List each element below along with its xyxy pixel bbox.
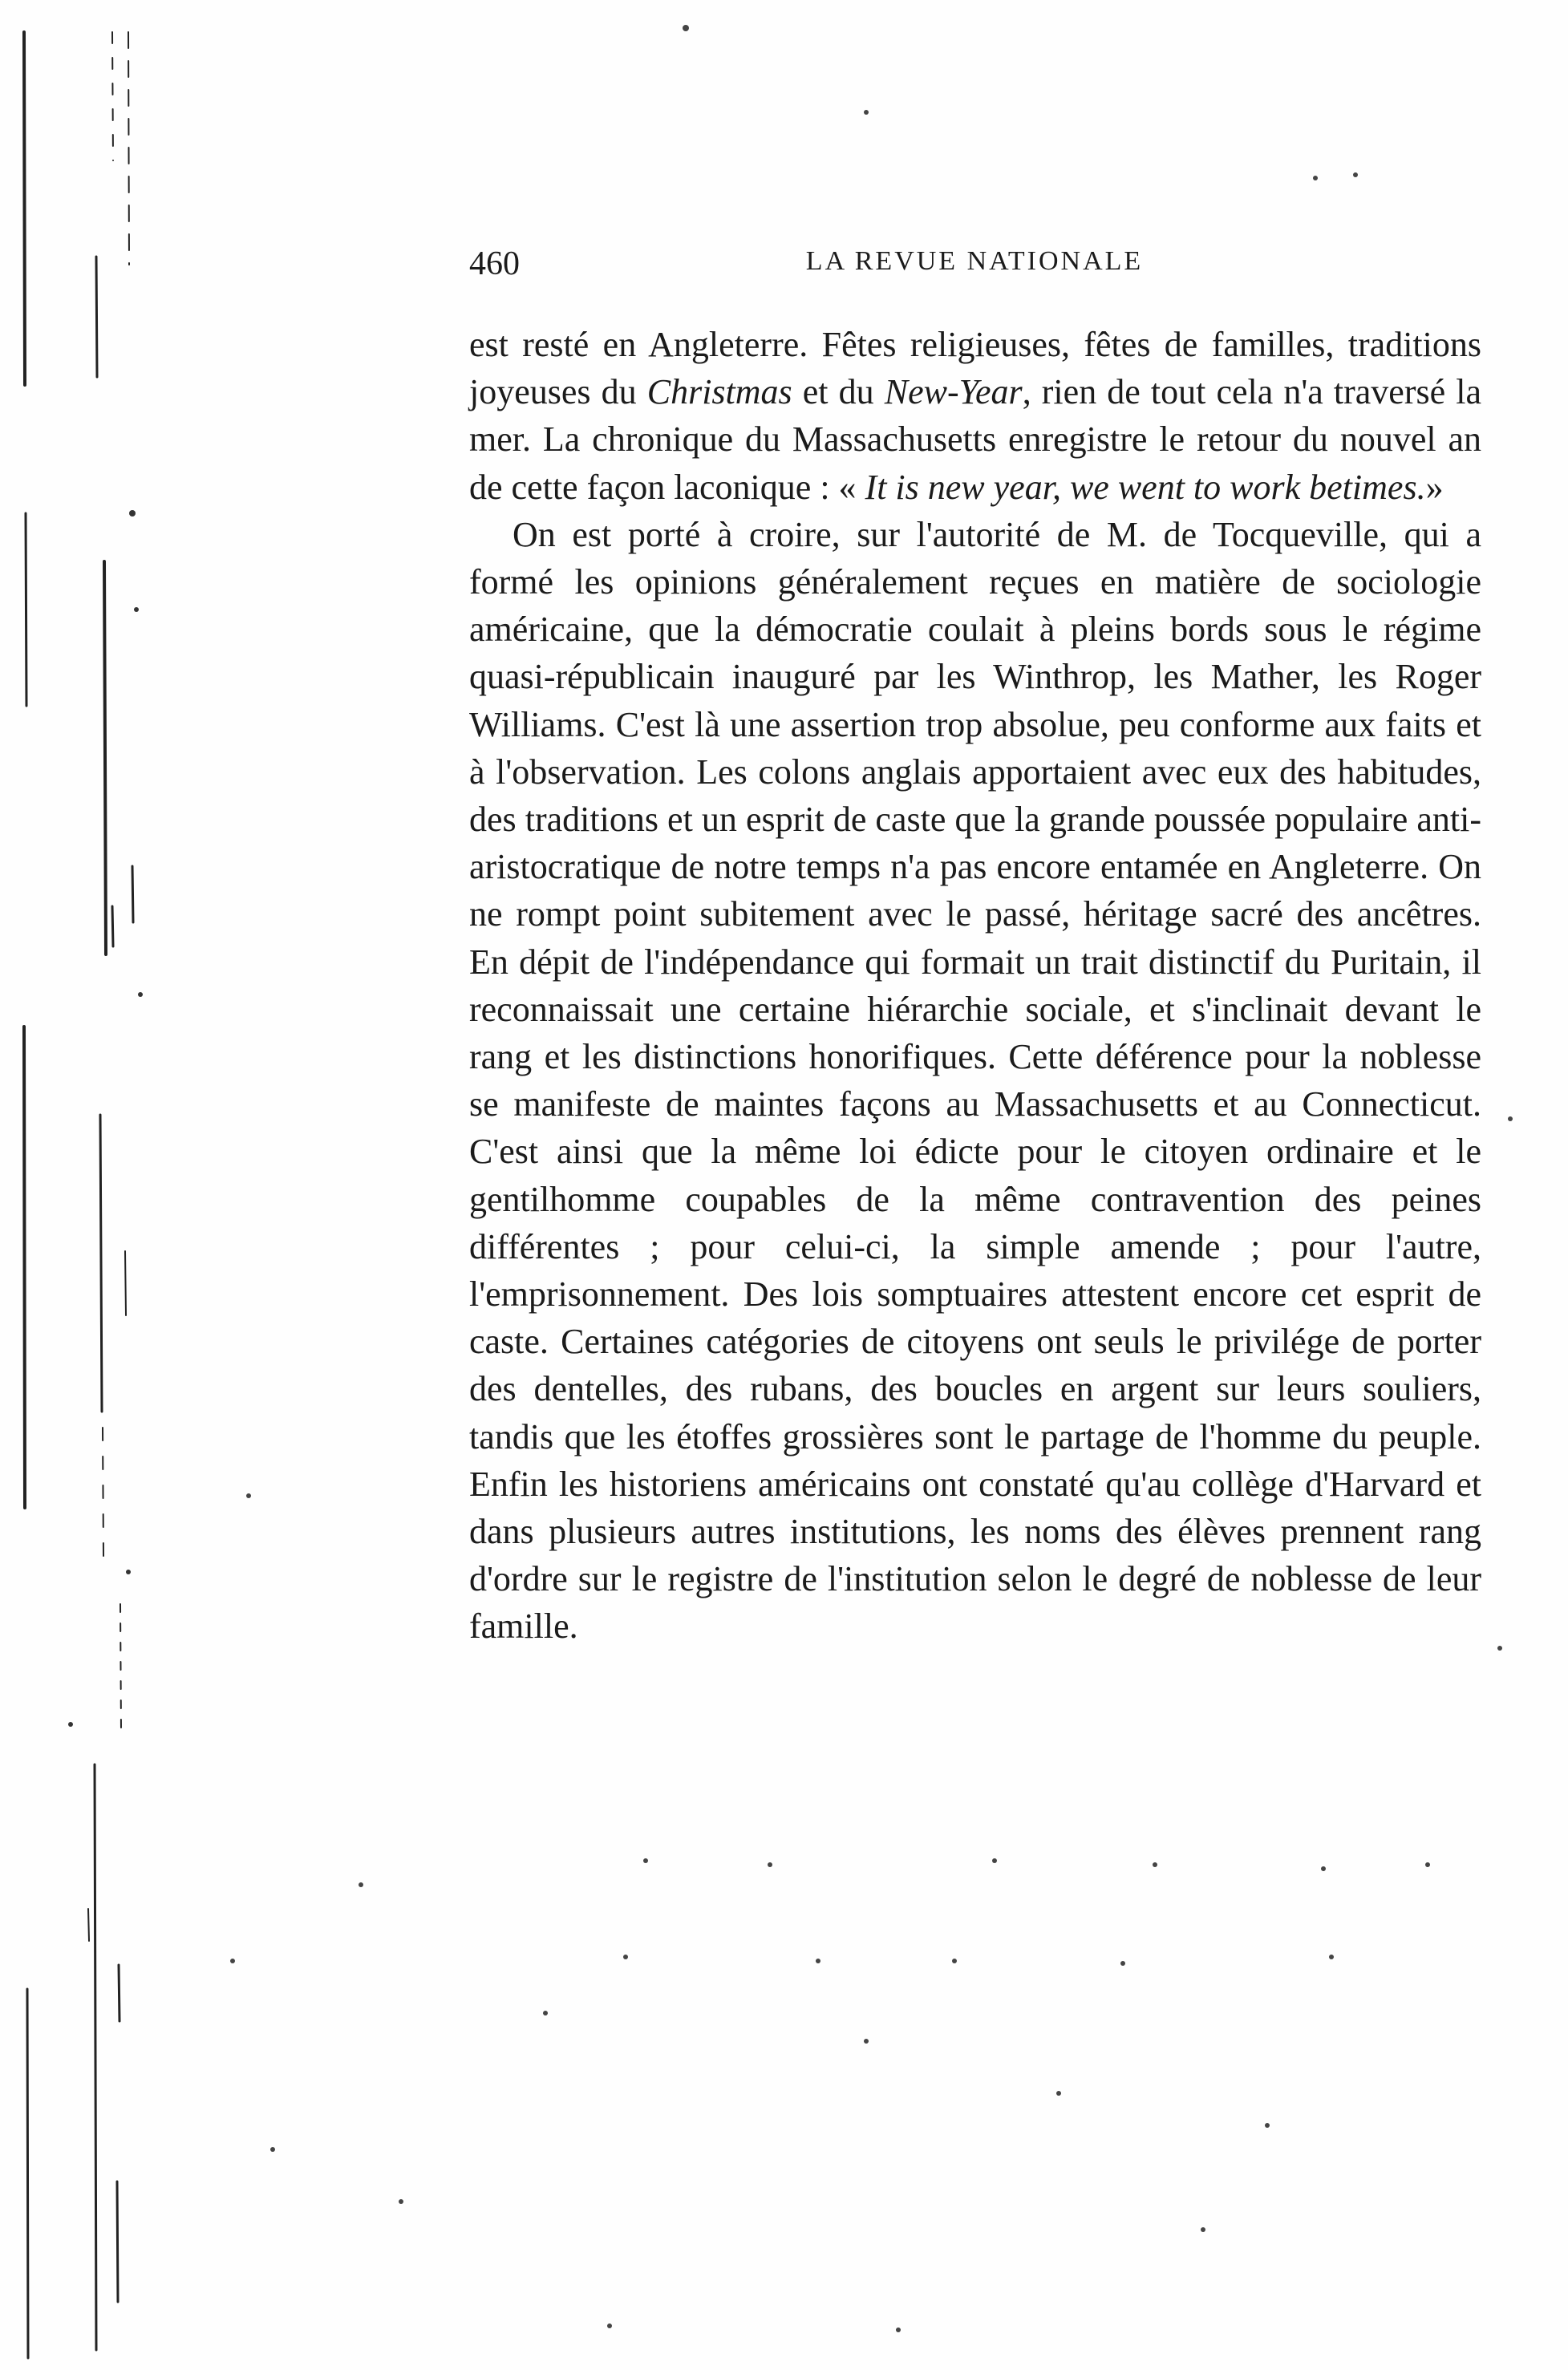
italic-phrase: It is new year, we went to work betimes. — [865, 467, 1426, 507]
paragraph — [469, 321, 1481, 511]
italic-phrase: New-Year — [884, 372, 1023, 412]
paragraph — [469, 511, 1481, 1651]
text-run: » — [1425, 467, 1444, 507]
text-run: , rien de tout cela n'a traversé la mer. La chronique du Massachusetts enregistre le retour du nouvel an de cette façon laconique : « — [469, 372, 1481, 507]
journal-title: LA REVUE NATIONALE — [805, 246, 1144, 276]
scan-gutter-marks — [0, 0, 184, 2370]
page-number: 460 — [469, 245, 520, 282]
italic-phrase: Christmas — [646, 372, 792, 412]
text-run: On est porté à croire, sur l'autorité de M. de Tocqueville, qui a formé les opinions généralement reçues en matière de sociologie américaine, que la démocratie coulait à pleins bords sous le régime quasi-républicain inauguré par les Winthrop, les Mather, les Roger Williams. C'est là une assertion trop absolue, peu conforme aux faits et à l'observation. Les colons anglais apportaient avec eux des habitudes, des traditions et un esprit de caste que la grande poussée populaire anti-aristocratique de notre temps n'a pas encore entamée en Angleterre. On ne rompt point subitement avec le passé, héritage sacré des ancêtres. En dépit de l'indépendance qui formait un trait distinctif du Puritain, il reconnaissait une certaine hiérarchie sociale, et s'inclinait devant le rang et les distinctions honorifiques. Cette déférence pour la noblesse se manifeste de maintes façons au Massachusetts et au Connecticut. C'est ainsi que la même loi édicte pour le citoyen ordinaire et le gentilhomme coupables de la même contravention des peines différentes ; pour celui-ci, la simple amende ; pour l'autre, l'emprisonnement. Des lois somptuaires attestent encore cet esprit de caste. Certaines catégories de citoyens ont seuls le privilége de porter des dentelles, des rubans, des boucles en argent sur leurs souliers, tandis que les étoffes grossières sont le partage de l'homme du peuple. Enfin les historiens américains ont constaté qu'au collège d'Harvard et dans plusieurs autres institutions, les noms des élèves prennent rang d'ordre sur le registre de l'institution selon le degré de noblesse de leur famille. — [469, 514, 1481, 1647]
text-run: est resté en Angleterre. Fêtes religieuses, fêtes de familles, traditions joyeuses du — [469, 325, 1481, 412]
text-run: et du — [792, 372, 885, 412]
running-head — [469, 245, 1480, 293]
body-text — [469, 321, 1481, 1651]
